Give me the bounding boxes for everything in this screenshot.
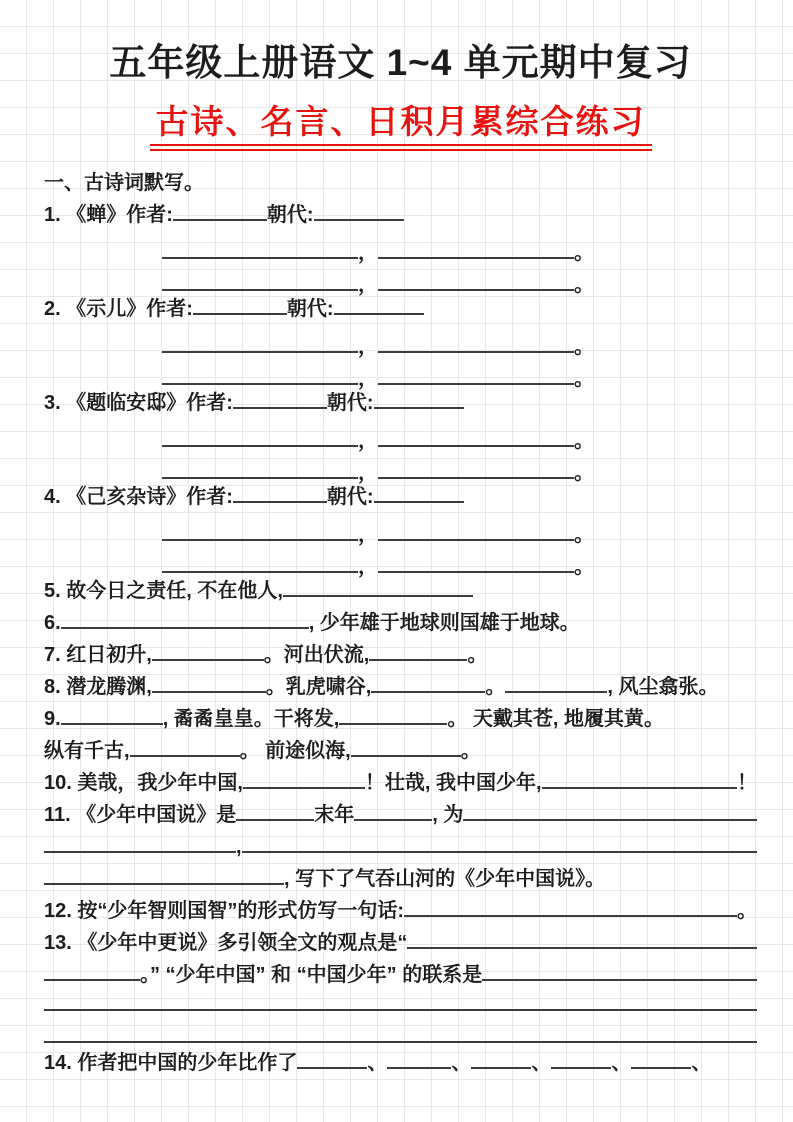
answer-blank	[162, 427, 358, 447]
answer-blank	[351, 737, 461, 757]
worksheet-line	[44, 293, 757, 325]
line-text: ！	[737, 772, 757, 794]
worksheet-line	[44, 481, 757, 513]
answer-blank	[44, 961, 140, 981]
worksheet-line	[44, 237, 757, 269]
worksheet-lines	[44, 199, 757, 1079]
line-text: ！壮哉, 我中国少年,	[364, 772, 542, 794]
line-text: 2. 《示儿》作者:	[44, 298, 193, 320]
answer-blank	[152, 641, 264, 661]
line-text: 14. 作者把中国的少年比作了	[44, 1052, 298, 1074]
answer-blank	[162, 365, 358, 385]
line-text: 朝代:	[326, 486, 374, 508]
line-text: 。	[467, 644, 488, 666]
line-text: ，	[358, 556, 378, 578]
line-text: , 少年雄于地球则国雄于地球。	[308, 612, 580, 634]
line-text: , 风尘翕张。	[607, 676, 719, 698]
answer-blank	[378, 239, 574, 259]
answer-blank	[369, 641, 467, 661]
page-subtitle-row	[44, 102, 757, 151]
line-text: 。乳虎啸谷,	[265, 676, 372, 698]
line-text: 5. 故今日之责任, 不在他人,	[44, 580, 283, 602]
worksheet-line	[44, 735, 757, 767]
line-text: 、	[451, 1052, 472, 1074]
answer-blank	[378, 553, 574, 573]
answer-blank	[130, 737, 240, 757]
line-text: 。	[574, 524, 594, 546]
answer-blank	[378, 365, 574, 385]
line-text: 。	[574, 242, 594, 264]
answer-blank	[371, 673, 485, 693]
line-text: 。	[574, 368, 594, 390]
line-text: , 为	[432, 804, 464, 826]
line-text: 6.	[44, 612, 61, 634]
line-text: 1. 《蝉》作者:	[44, 204, 173, 226]
line-text: 。 天戴其苍, 地履其黄。	[447, 708, 665, 730]
line-text: 。河出伏流,	[263, 644, 370, 666]
line-text: 。	[574, 336, 594, 358]
worksheet-line	[44, 863, 757, 895]
answer-blank	[44, 833, 236, 853]
line-text: 。	[737, 900, 757, 922]
page-subtitle: 古诗、名言、日积月累综合练习	[150, 102, 652, 151]
worksheet-line	[44, 387, 757, 419]
answer-blank	[44, 991, 757, 1011]
worksheet-line	[44, 639, 757, 671]
answer-blank	[374, 389, 464, 409]
answer-blank	[243, 769, 365, 789]
answer-blank	[233, 483, 327, 503]
answer-blank	[631, 1049, 691, 1069]
worksheet-line	[44, 799, 757, 831]
worksheet-line	[44, 519, 757, 551]
answer-blank	[242, 833, 757, 853]
answer-blank	[378, 271, 574, 291]
worksheet-line	[44, 199, 757, 231]
worksheet-line	[44, 959, 757, 991]
answer-blank	[482, 961, 757, 981]
line-text: , 写下了气吞山河的《少年中国说》。	[284, 868, 606, 890]
line-text: 朝代:	[286, 298, 334, 320]
answer-blank	[404, 897, 737, 917]
answer-blank	[44, 865, 284, 885]
worksheet-line	[44, 671, 757, 703]
answer-blank	[162, 521, 358, 541]
line-text: 朝代:	[266, 204, 314, 226]
answer-blank	[354, 801, 432, 821]
line-text: ，	[358, 274, 378, 296]
answer-blank	[283, 577, 473, 597]
line-text: 。” “少年中国” 和 “中国少年” 的联系是	[140, 964, 483, 986]
line-text: , 矞矞皇皇。干将发,	[162, 708, 340, 730]
page-title: 五年级上册语文 1~4 单元期中复习	[109, 42, 692, 83]
answer-blank	[378, 333, 574, 353]
line-text: 10. 美哉，我少年中国,	[44, 772, 243, 794]
worksheet-line	[44, 331, 757, 363]
line-text: 。	[574, 274, 594, 296]
answer-blank	[314, 201, 404, 221]
answer-blank	[61, 609, 309, 629]
line-text: 7. 红日初升,	[44, 644, 152, 666]
answer-blank	[297, 1049, 367, 1069]
line-text: 朝代:	[326, 392, 374, 414]
worksheet-line	[44, 991, 757, 1023]
line-text: ，	[358, 524, 378, 546]
answer-blank	[378, 427, 574, 447]
line-text: 。	[574, 556, 594, 578]
line-text: ,	[236, 836, 242, 858]
answer-blank	[407, 929, 757, 949]
line-text: 4. 《己亥杂诗》作者:	[44, 486, 233, 508]
answer-blank	[542, 769, 737, 789]
line-text: 。	[460, 740, 481, 762]
answer-blank	[233, 389, 327, 409]
answer-blank	[162, 459, 358, 479]
line-text: ，	[358, 242, 378, 264]
worksheet-line	[44, 425, 757, 457]
line-text: ，	[358, 336, 378, 358]
answer-blank	[162, 553, 358, 573]
worksheet-line	[44, 767, 757, 799]
answer-blank	[374, 483, 464, 503]
worksheet-line	[44, 607, 757, 639]
answer-blank	[152, 673, 266, 693]
worksheet-line	[44, 703, 757, 735]
answer-blank	[173, 201, 267, 221]
answer-blank	[162, 333, 358, 353]
line-text: 。	[574, 462, 594, 484]
line-text: 8. 潜龙腾渊,	[44, 676, 152, 698]
answer-blank	[193, 295, 287, 315]
line-text: 。	[574, 430, 594, 452]
line-text: 。 前途似海,	[239, 740, 351, 762]
answer-blank	[162, 239, 358, 259]
answer-blank	[44, 1023, 757, 1043]
answer-blank	[471, 1049, 531, 1069]
answer-blank	[387, 1049, 451, 1069]
worksheet-line	[44, 895, 757, 927]
worksheet-line	[44, 831, 757, 863]
line-text: 。	[485, 676, 506, 698]
answer-blank	[339, 705, 447, 725]
line-text: 、	[531, 1052, 552, 1074]
answer-blank	[236, 801, 314, 821]
worksheet-line	[44, 1047, 757, 1079]
section-heading: 一、古诗词默写。	[44, 172, 204, 194]
worksheet-line	[44, 575, 757, 607]
answer-blank	[162, 271, 358, 291]
answer-blank	[61, 705, 163, 725]
line-text: 、	[691, 1052, 712, 1074]
line-text: 13. 《少年中更说》多引领全文的观点是“	[44, 932, 408, 954]
line-text: 12. 按“少年智则国智”的形式仿写一句话:	[44, 900, 405, 922]
answer-blank	[378, 459, 574, 479]
line-text: 3. 《题临安邸》作者:	[44, 392, 233, 414]
line-text: ，	[358, 430, 378, 452]
worksheet-line	[44, 927, 757, 959]
line-text: ，	[358, 368, 378, 390]
answer-blank	[505, 673, 607, 693]
line-text: 11. 《少年中国说》是	[44, 804, 237, 826]
answer-blank	[463, 801, 757, 821]
answer-blank	[334, 295, 424, 315]
line-text: 纵有千古,	[44, 740, 130, 762]
line-text: 、	[367, 1052, 388, 1074]
answer-blank	[378, 521, 574, 541]
line-text: 末年	[314, 804, 355, 826]
answer-blank	[551, 1049, 611, 1069]
line-text: 9.	[44, 708, 61, 730]
line-text: 、	[611, 1052, 632, 1074]
line-text: ，	[358, 462, 378, 484]
